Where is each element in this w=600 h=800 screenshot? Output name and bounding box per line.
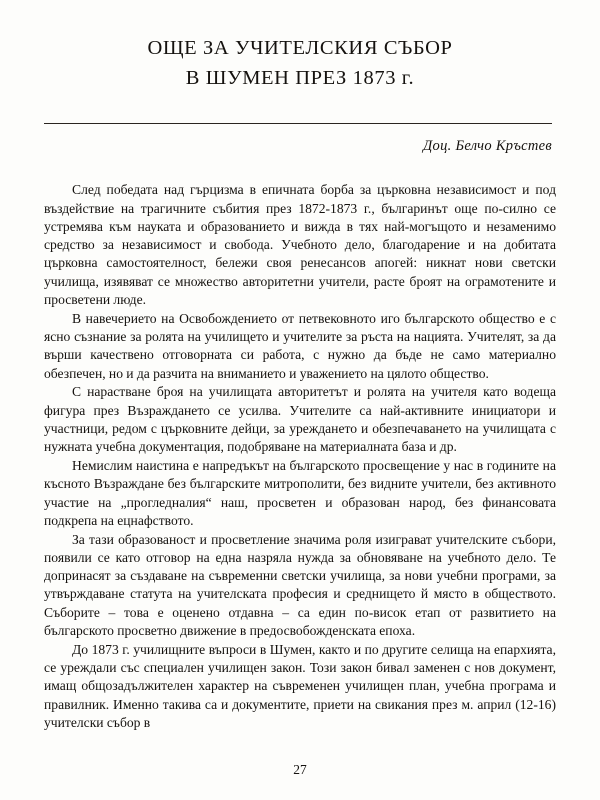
title-line-2: В ШУМЕН ПРЕЗ 1873 г.: [185, 67, 415, 90]
author-name: Доц. Белчо Кръстев: [423, 138, 552, 155]
paragraph: За тази образованост и просветление значима роля изиграват учителските събори, появили се като отговор на една назряла нужда за обновяване на учебното дело. Те допринасят за създаване на съвременни светски училища, за нови учебни програми, за утвърждаване статута на учителската професия и среднището й място в обществото. Съборите – това е оценено отдавна – са един по-висок етап от развитието на българското просветно движение в предосвобожденската епоха.: [44, 531, 556, 638]
paragraph: След победата над гърцизма в епичната борба за църковна независимост и под въздействие на трагичните събития през 1872-1873 г., българинът още по-силно се устремява към науката и образованието и вижда в тях най-могъщото и незаменимо средство за независимост и свобода. Учебното дело, благодарение и на добитата църковна самостоятелност, бележи своя ренесансов апогей: никнат нови светски училища, изявяват се множество авторитетни учители, расте броят на ограмотените и просветени люде.: [44, 182, 556, 307]
horizontal-rule: [44, 123, 552, 124]
body-text: [44, 181, 556, 732]
title-line-1: ОЩЕ ЗА УЧИТЕЛСКИЯ СЪБОР: [147, 37, 453, 59]
paragraph: В навечерието на Освобождението от петвековното иго българското общество е с ясно съзнание за ролята на училището и учителите за ръста на нацията. Учителят, за да върши качествено отговорната си работа, с нужно да бъде не само материално обезпечен, но и да разчита на вниманието и уважението на цялото общество.: [44, 310, 556, 381]
paragraph: Немислим наистина е напредъкът на българското просвещение у нас в годините на късното Възраждане без българските митрополити, без видните учители, без активното участие на „прогледналия“ наш, просветен и образован народ, без финансовата подкрепа на ецнафството.: [44, 457, 556, 528]
page-title: [44, 34, 556, 93]
paragraph: С нарастване броя на училищата авторитетът и ролята на учителя като водеща фигура през Възраждането се усилва. Учителите са най-активните инициатори и участници, редом с църковните дейци, за уреждането и обезпечаването на училищата с нужната учебна документация, подобряване на материалната база и др.: [44, 384, 556, 455]
paragraph: До 1873 г. училищните въпроси в Шумен, както и по другите селища на епархията, се уреждали със специален училищен закон. Този закон бивал заменен с нов документ, имащ общозадължителен характер на съвременен училищен план, учебна програма и правилник. Именно такива са и документите, приети на свикания през м. април (12-16) учителски събор в: [44, 641, 556, 730]
page-number: 27: [293, 762, 307, 777]
author-block: [44, 123, 556, 155]
